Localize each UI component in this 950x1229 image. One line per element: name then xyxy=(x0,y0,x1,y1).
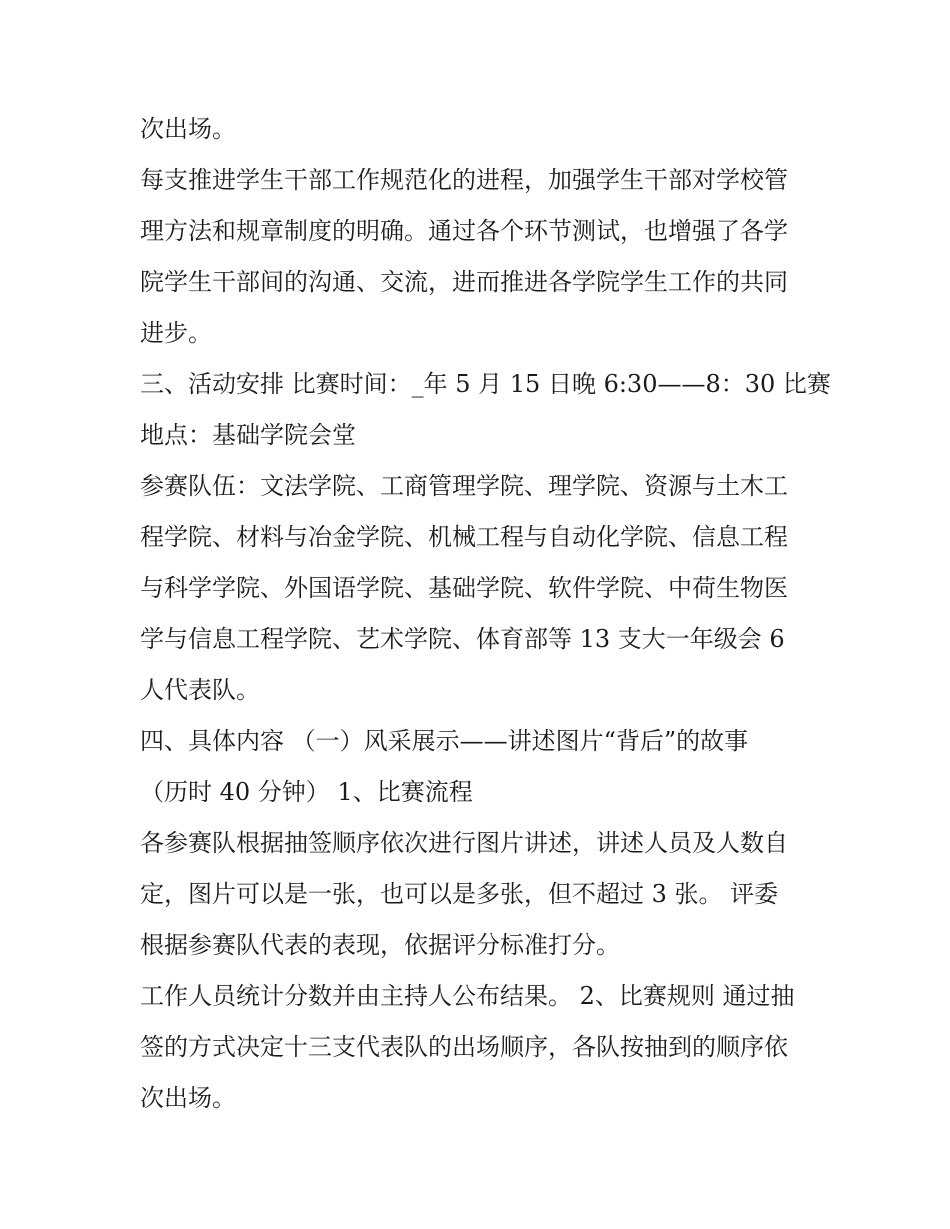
paragraph-7 xyxy=(140,971,820,1124)
text-line: 每支推进学生干部工作规范化的进程，加强学生干部对学校管 xyxy=(140,166,788,194)
text-line: 签的方式决定十三支代表队的出场顺序，各队按抽到的顺序依 xyxy=(140,1033,788,1061)
text-line: 地点：基础学院会堂 xyxy=(140,421,356,449)
text-line: 学与信息工程学院、艺术学院、体育部等 13 支大一年级会 6 xyxy=(140,625,785,653)
text-line: 定，图片可以是一张，也可以是多张，但不超过 3 张。 评委 xyxy=(140,880,779,908)
paragraph-4 xyxy=(140,461,820,716)
text-line: 理方法和规章制度的明确。通过各个环节测试，也增强了各学 xyxy=(140,217,788,245)
paragraph-1 xyxy=(140,104,820,155)
text-line: 根据参赛队代表的表现，依据评分标准打分。 xyxy=(140,931,620,959)
text-line: 四、具体内容 （一）风采展示——讲述图片“背后”的故事 xyxy=(140,727,749,755)
text-line: （历时 40 分钟） 1、比赛流程 xyxy=(140,778,473,806)
text-line: 次出场。 xyxy=(140,1084,236,1112)
text-line: 三、活动安排 比赛时间：_年 5 月 15 日晚 6:30——8：30 比赛 xyxy=(140,370,831,398)
text-line: 参赛队伍：文法学院、工商管理学院、理学院、资源与土木工 xyxy=(140,472,788,500)
text-line: 与科学学院、外国语学院、基础学院、软件学院、中荷生物医 xyxy=(140,574,788,602)
text-line: 各参赛队根据抽签顺序依次进行图片讲述，讲述人员及人数自 xyxy=(140,829,788,857)
paragraph-3 xyxy=(140,359,831,461)
paragraph-5 xyxy=(140,716,820,818)
text-line: 工作人员统计分数并由主持人公布结果。 2、比赛规则 通过抽 xyxy=(140,982,795,1010)
text-line: 进步。 xyxy=(140,319,212,347)
text-line: 次出场。 xyxy=(140,115,236,143)
text-line: 人代表队。 xyxy=(140,676,260,704)
document-body xyxy=(140,104,831,1124)
paragraph-6 xyxy=(140,818,820,971)
text-line: 院学生干部间的沟通、交流，进而推进各学院学生工作的共同 xyxy=(140,268,788,296)
text-line: 程学院、材料与冶金学院、机械工程与自动化学院、信息工程 xyxy=(140,523,788,551)
paragraph-2 xyxy=(140,155,820,359)
